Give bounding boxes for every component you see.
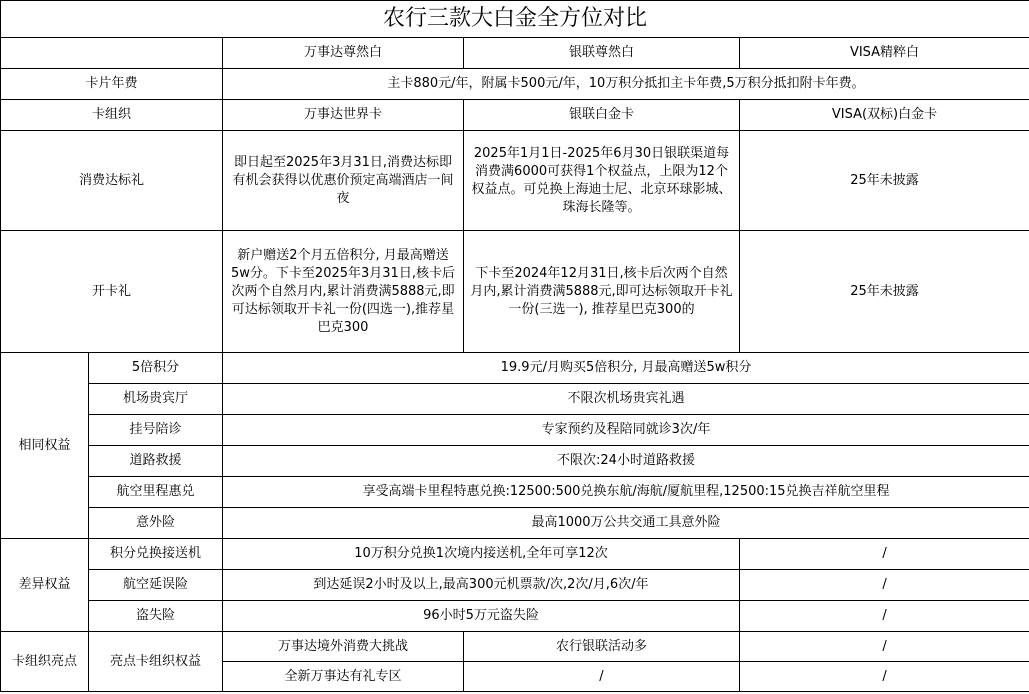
- diff-benefit-name: 积分兑换接送机: [89, 539, 223, 570]
- highlight-visa: /: [740, 632, 1029, 662]
- diff-benefit-name: 盗失险: [89, 601, 223, 632]
- same-benefit-value: 不限次机场贵宾礼遇: [223, 384, 1029, 415]
- network-label: 卡组织: [1, 100, 223, 131]
- spend-reward-label: 消费达标礼: [1, 131, 223, 231]
- same-benefit-value: 专家预约及程陪同就诊3次/年: [223, 415, 1029, 446]
- annual-fee-value: 主卡880元/年，附属卡500元/年，10万积分抵扣主卡年费,5万积分抵扣附卡年费。: [223, 69, 1029, 100]
- spend-reward-visa: 25年未披露: [740, 131, 1029, 231]
- header-card-mastercard: 万事达尊然白: [223, 38, 464, 69]
- same-benefit-name: 机场贵宾厅: [89, 384, 223, 415]
- diff-benefit-value: 到达延误2小时及以上,最高300元机票款/次,2次/月,6次/年: [223, 570, 740, 601]
- header-blank-cell: [1, 38, 223, 69]
- diff-benefit-value: 10万积分兑换1次境内接送机,全年可享12次: [223, 539, 740, 570]
- same-benefit-value: 享受高端卡里程特惠兑换:12500:500兑换东航/海航/厦航里程,12500:15兑换吉祥航空里程: [223, 477, 1029, 508]
- spend-reward-mastercard: 即日起至2025年3月31日,消费达标即有机会获得以优惠价预定高端酒店一间夜: [223, 131, 464, 231]
- same-benefit-value: 最高1000万公共交通工具意外险: [223, 508, 1029, 539]
- highlight-mastercard: 万事达境外消费大挑战: [223, 632, 464, 662]
- page-title: 农行三款大白金全方位对比: [1, 1, 1029, 38]
- same-benefit-value: 不限次:24小时道路救援: [223, 446, 1029, 477]
- highlights-label: 卡组织亮点: [1, 632, 89, 692]
- welcome-gift-mastercard: 新户赠送2个月五倍积分, 月最高赠送5w分。下卡至2025年3月31日,核卡后次两个自然月内,累计消费满5888元,即可达标领取开卡礼一份(四选一),推荐星巴克300: [223, 231, 464, 353]
- annual-fee-label: 卡片年费: [1, 69, 223, 100]
- network-mastercard: 万事达世界卡: [223, 100, 464, 131]
- diff-benefit-visa: /: [740, 539, 1029, 570]
- same-benefit-name: 5倍积分: [89, 353, 223, 384]
- same-benefits-label: 相同权益: [1, 353, 89, 539]
- highlight-mastercard: 全新万事达有礼专区: [223, 662, 464, 692]
- welcome-gift-label: 开卡礼: [1, 231, 223, 353]
- header-card-unionpay: 银联尊然白: [464, 38, 740, 69]
- highlights-sub-label: 亮点卡组织权益: [89, 632, 223, 692]
- same-benefit-name: 航空里程惠兑: [89, 477, 223, 508]
- diff-benefit-visa: /: [740, 570, 1029, 601]
- diff-benefit-name: 航空延误险: [89, 570, 223, 601]
- diff-benefit-visa: /: [740, 601, 1029, 632]
- diff-benefits-label: 差异权益: [1, 539, 89, 632]
- header-card-visa: VISA精粹白: [740, 38, 1029, 69]
- same-benefit-name: 挂号陪诊: [89, 415, 223, 446]
- spend-reward-unionpay: 2025年1月1日-2025年6月30日银联渠道每消费满6000可获得1个权益点，上限为12个权益点。可兑换上海迪士尼、北京环球影城、珠海长隆等。: [464, 131, 740, 231]
- highlight-visa: /: [740, 662, 1029, 692]
- same-benefit-name: 道路救援: [89, 446, 223, 477]
- diff-benefit-value: 96小时5万元盗失险: [223, 601, 740, 632]
- welcome-gift-visa: 25年未披露: [740, 231, 1029, 353]
- welcome-gift-unionpay: 下卡至2024年12月31日,核卡后次两个自然月内,累计消费满5888元,即可达标领取开卡礼一份(三选一), 推荐星巴克300的: [464, 231, 740, 353]
- same-benefit-value: 19.9元/月购买5倍积分, 月最高赠送5w积分: [223, 353, 1029, 384]
- network-visa: VISA(双标)白金卡: [740, 100, 1029, 131]
- highlight-unionpay: /: [464, 662, 740, 692]
- highlight-unionpay: 农行银联活动多: [464, 632, 740, 662]
- network-unionpay: 银联白金卡: [464, 100, 740, 131]
- same-benefit-name: 意外险: [89, 508, 223, 539]
